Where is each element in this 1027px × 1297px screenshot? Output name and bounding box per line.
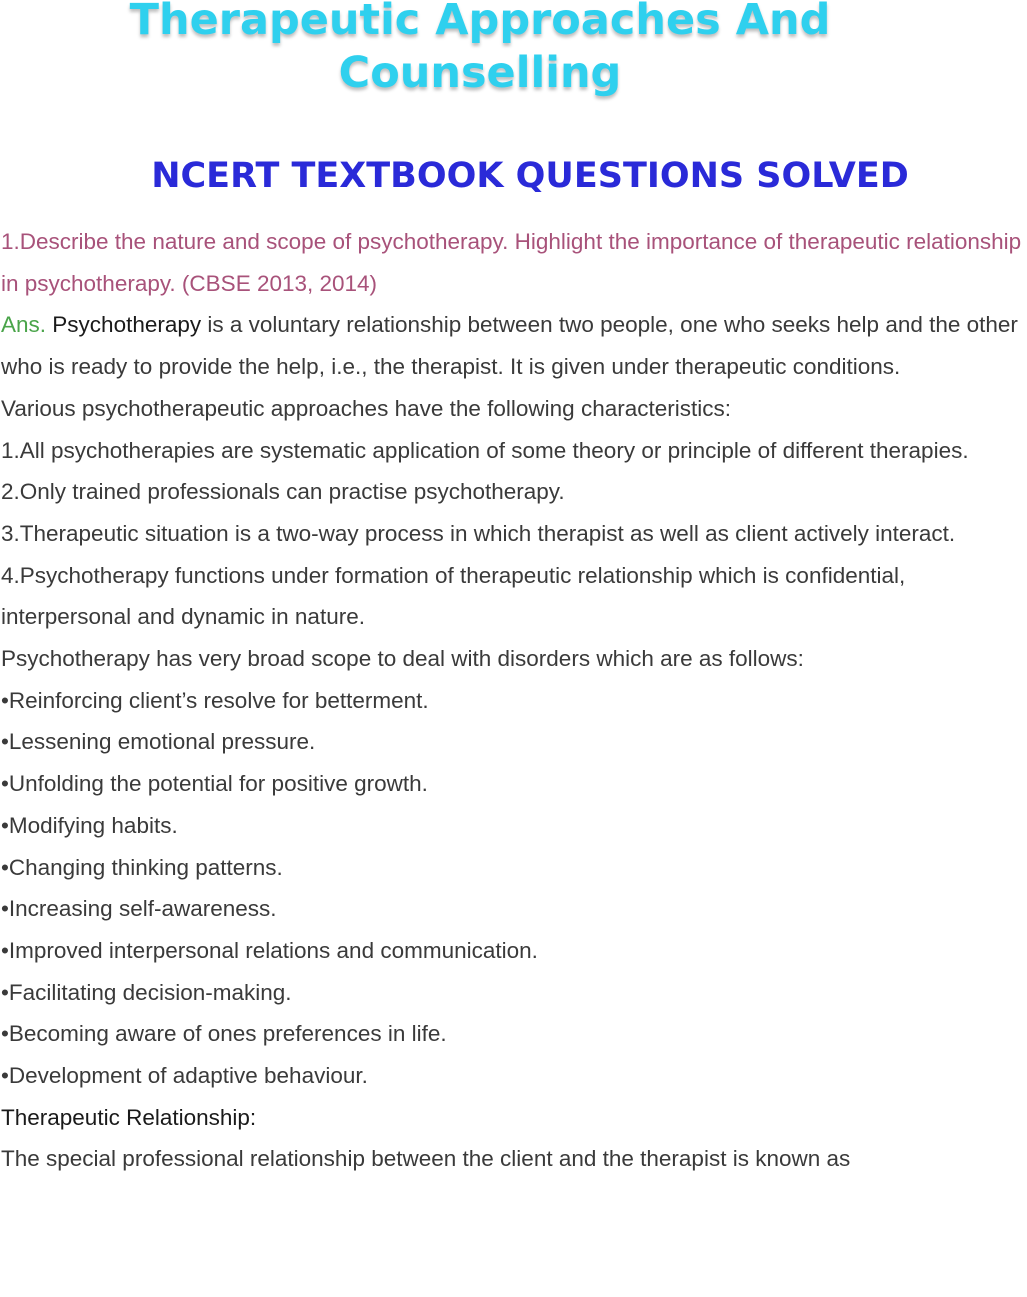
scope-item: •Improved interpersonal relations and communication. <box>1 937 538 963</box>
scope-item: •Facilitating decision-making. <box>1 979 292 1005</box>
scope-item: •Increasing self-awareness. <box>1 896 277 922</box>
characteristic-item: 2.Only trained professionals can practise psychotherapy. <box>1 479 565 505</box>
scope-item: •Modifying habits. <box>1 812 178 838</box>
scope-intro: Psychotherapy has very broad scope to deal with disorders which are as follows: <box>1 646 804 672</box>
relationship-heading: Therapeutic Relationship: <box>1 1104 257 1130</box>
scope-item: •Changing thinking patterns. <box>1 854 283 880</box>
relationship-text: The special professional relationship between the client and the therapist is known as <box>1 1146 851 1172</box>
scope-item: •Reinforcing client’s resolve for betterment. <box>1 687 429 713</box>
characteristic-item: 1.All psychotherapies are systematic application of some theory or principle of different therapies. <box>1 437 969 463</box>
characteristic-item: 3.Therapeutic situation is a two-way process in which therapist as well as client actively interact. <box>1 520 956 546</box>
scope-item: •Lessening emotional pressure. <box>1 729 316 755</box>
page-title: Therapeutic Approaches And Counselling <box>129 0 831 98</box>
answer-intro-text: is a voluntary relationship between two people, one who seeks help and the other who is ready to provide the help, i.e., the therapist. It is given under therapeutic conditions. <box>1 312 1018 380</box>
answer-term: Psychotherapy <box>52 312 202 338</box>
section-heading: NCERT TEXTBOOK QUESTIONS SOLVED <box>151 156 909 196</box>
characteristic-item: 4.Psychotherapy functions under formation of therapeutic relationship which is confidential, interpersonal and dynamic in nature. <box>1 562 906 630</box>
scope-item: •Becoming aware of ones preferences in life. <box>1 1021 447 1047</box>
answer-label: Ans. <box>1 312 47 338</box>
scope-item: •Unfolding the potential for positive growth. <box>1 771 428 797</box>
article-content <box>1 221 1027 1180</box>
answer-1-intro <box>1 304 1027 387</box>
characteristics-intro: Various psychotherapeutic approaches have the following characteristics: <box>1 395 731 421</box>
question-1: 1.Describe the nature and scope of psychotherapy. Highlight the importance of therapeutic relationship in psychotherapy. (CBSE 2013, 2014) <box>1 229 1022 296</box>
scope-item: •Development of adaptive behaviour. <box>1 1063 368 1089</box>
